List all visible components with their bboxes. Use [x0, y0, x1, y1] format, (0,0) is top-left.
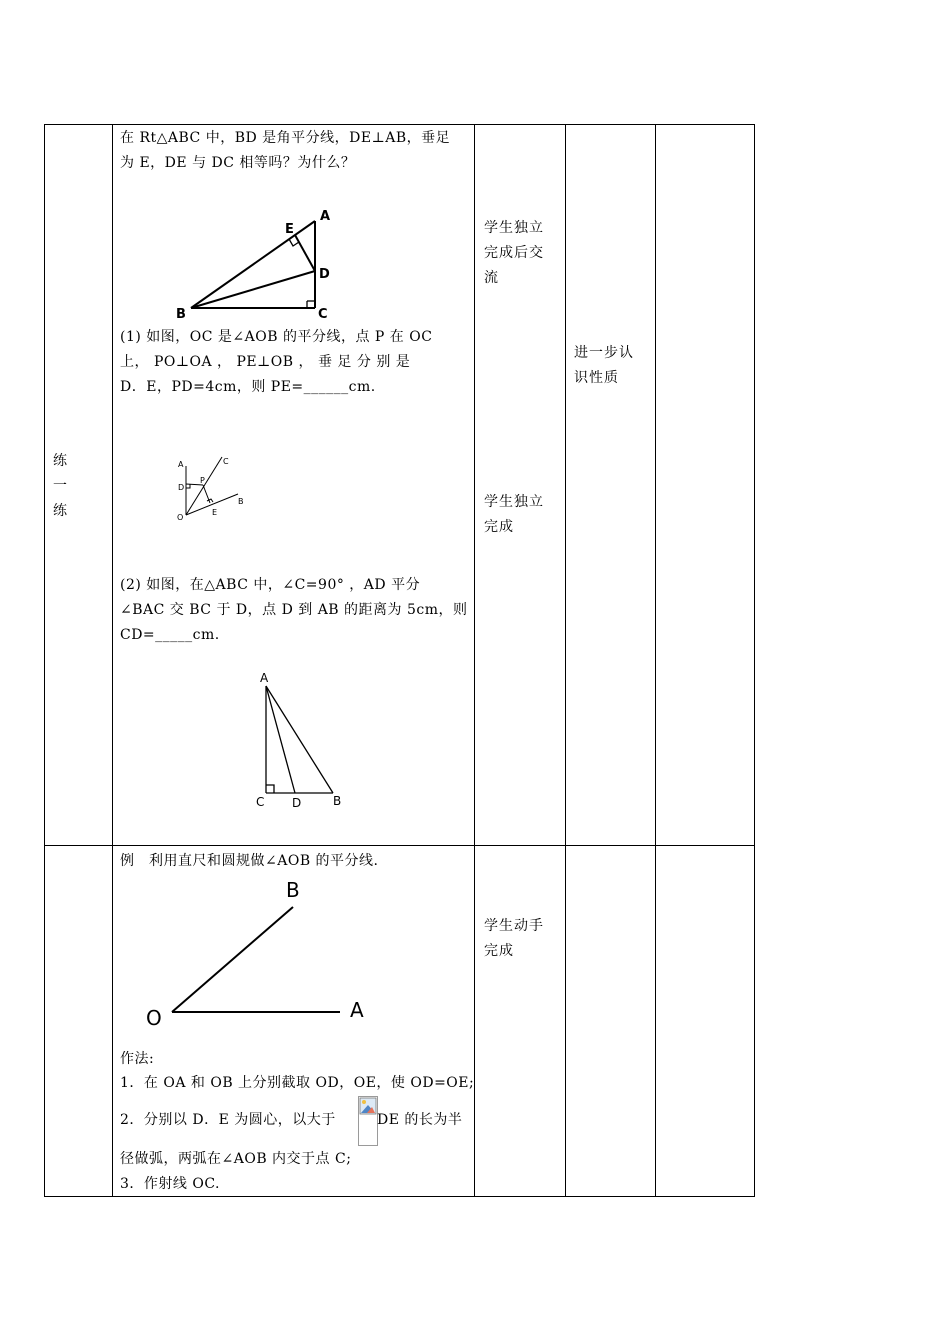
- figure-label-D: D: [292, 796, 302, 810]
- figure-label-O: O: [177, 513, 184, 522]
- figure-label-B: B: [176, 307, 186, 322]
- question-text-line: 上， PO⊥OA ， PE⊥OB ， 垂 足 分 别 是: [120, 354, 411, 370]
- figure-label-A: A: [260, 671, 269, 685]
- figure-label-D: D: [319, 267, 330, 282]
- section-label-char: 练: [53, 503, 68, 519]
- question-text-line: 在 Rt△ABC 中，BD 是角平分线，DE⊥AB，垂足: [120, 130, 451, 146]
- method-step-1: 1．在 OA 和 OB 上分别截取 OD，OE，使 OD=OE;: [120, 1075, 475, 1091]
- figure-label-B: B: [238, 497, 244, 506]
- figure-label-C: C: [318, 307, 328, 322]
- col-divider-2: [474, 124, 475, 1197]
- col-divider-4: [655, 124, 656, 1197]
- figure-label-A: A: [350, 998, 364, 1022]
- figure-label-A: A: [320, 209, 331, 224]
- figure-label-A: A: [178, 460, 184, 469]
- section-label-char: 练: [53, 453, 68, 469]
- figure-label-B: B: [333, 794, 342, 808]
- figure-label-E: E: [212, 508, 218, 517]
- figure-triangle-abc-bisector: [252, 668, 352, 812]
- figure-label-C: C: [256, 795, 265, 809]
- figure-angle-aob: [140, 875, 380, 1035]
- row-divider: [44, 845, 755, 846]
- activity-line: 学生独立: [484, 220, 544, 236]
- activity-line: 学生独立: [484, 494, 544, 510]
- method-title: 作法:: [120, 1051, 155, 1067]
- activity-line: 完成: [484, 943, 514, 959]
- table-right-border: [754, 124, 755, 1197]
- table-left-border: [44, 124, 45, 1197]
- figure-label-O: O: [146, 1006, 162, 1030]
- col-divider-1: [112, 124, 113, 1197]
- method-step-2-cont: 径做弧，两弧在∠AOB 内交于点 C;: [120, 1151, 352, 1167]
- table-top-border: [44, 124, 755, 125]
- question-text-line: D．E，PD=4cm，则 PE=______cm.: [120, 379, 376, 395]
- figure-label-C: C: [223, 457, 229, 466]
- section-label-char: 一: [53, 478, 68, 494]
- intent-line: 进一步认: [574, 345, 634, 361]
- method-step-3: 3．作射线 OC.: [120, 1176, 220, 1192]
- figure-label-E: E: [285, 222, 294, 237]
- fraction-image-placeholder: [358, 1096, 378, 1146]
- question-text-line: 为 E，DE 与 DC 相等吗？为什么？: [120, 155, 356, 171]
- activity-line: 流: [484, 270, 499, 286]
- activity-line: 完成后交: [484, 245, 544, 261]
- question-text-line: (2) 如图，在△ABC 中，∠C=90° ，AD 平分: [120, 577, 421, 593]
- figure-label-P: P: [200, 476, 205, 485]
- intent-line: 识性质: [574, 370, 619, 386]
- method-step-2: 2．分别以 D．E 为圆心，以大于: [120, 1112, 336, 1128]
- example-title: 例 利用直尺和圆规做∠AOB 的平分线.: [120, 853, 379, 869]
- figure-label-D: D: [178, 483, 185, 492]
- activity-line: 完成: [484, 519, 514, 535]
- question-text-line: (1) 如图，OC 是∠AOB 的平分线，点 P 在 OC: [120, 329, 433, 345]
- question-text-line: ∠BAC 交 BC 于 D，点 D 到 AB 的距离为 5cm，则: [120, 602, 468, 618]
- question-text-line: CD=_____cm.: [120, 627, 220, 643]
- col-divider-3: [565, 124, 566, 1197]
- activity-line: 学生动手: [484, 918, 544, 934]
- figure-right-triangle-bde: [170, 204, 340, 322]
- figure-label-B: B: [286, 878, 300, 902]
- method-step-2-tail: DE 的长为半: [377, 1112, 463, 1128]
- figure-angle-bisector-small: [170, 452, 250, 524]
